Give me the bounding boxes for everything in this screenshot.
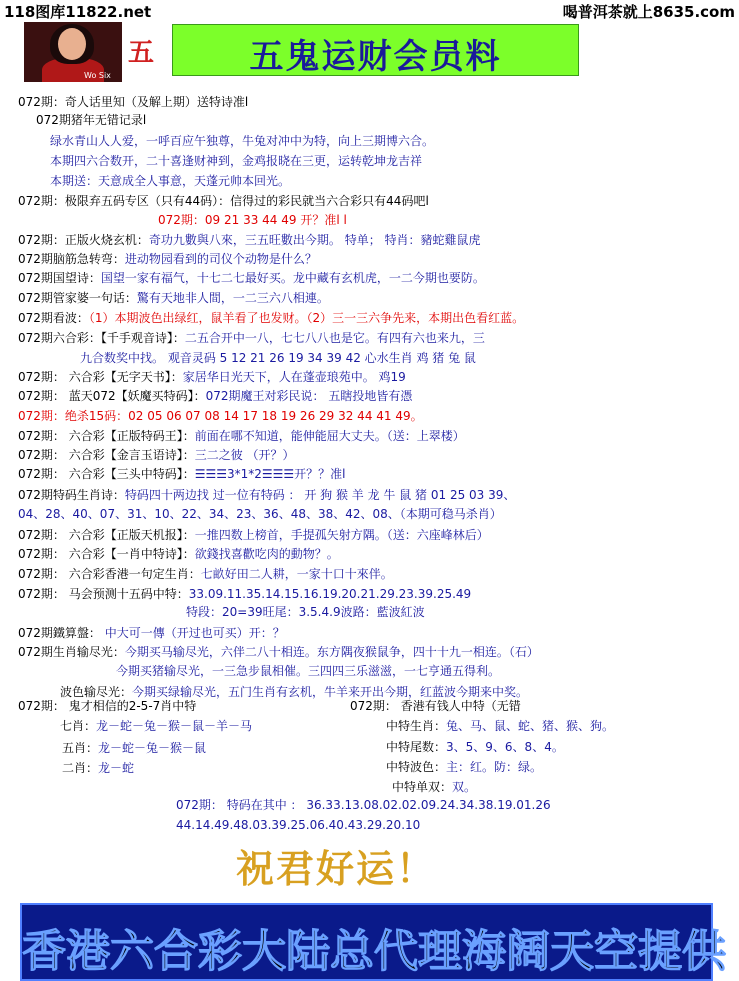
text-segment: 072期： 六合彩【正版天机报】： [18,528,195,542]
text-segment: 072期：奇人话里知（及解上期）送特诗准l [18,95,249,109]
text-segment: 072期脑筋急转弯： [18,252,125,266]
text-segment: 九合数奖中找。 观音灵码 5 12 21 26 19 34 39 42 心水生肖 鸡 猪 兔 鼠 [80,351,476,365]
left-site-name: 118图库11822.net [4,3,152,21]
text-segment: ☰☰☰3*1*2☰☰☰开？？准l [194,467,346,481]
decor-glyph: 五 [128,38,155,68]
row-label: 二肖： [62,761,99,775]
text-segment: 072期：绝杀15码：02 05 06 07 08 14 17 18 19 26 29 32 44 41 49。 [18,409,423,423]
text-line [18,487,515,503]
text-segment: 072期六合彩：【千手观音诗】： [18,331,185,345]
text-line [50,153,422,169]
text-line [158,212,347,228]
text-segment: 波色输尽光： [60,685,133,699]
text-line [18,251,317,267]
special-line-2: 44.14.49.48.03.39.25.06.40.43.29.20.10 [176,818,421,832]
text-segment: （1）本期波色出绿红，鼠羊看了也发财。（2）三一三六争先来，本期出色看红蓝。 [88,311,525,325]
text-segment: 072期： 六合彩香港一句定生肖： [18,567,201,581]
portrait-photo [24,22,122,82]
text-line [18,330,485,346]
row-value: 3、5、9、6、8、4。 [446,740,564,754]
text-segment: 绿水青山人人爱，一呼百应午独尊，牛兔对冲中为特，向上三期博六合。 [50,134,435,148]
text-segment: 特码四十两边找 过一位有特码 ： 开 狗 猴 羊 龙 牛 鼠 猪 01 25 03 39、 [124,488,516,502]
text-segment: 进动物园看到的司仪个动物是什么？ [124,252,317,266]
text-line [116,663,500,679]
text-line [18,270,485,286]
text-segment: 七畝好田二人耕，一家十口十來伴。 [200,567,393,581]
text-segment: 本期送：天意成全人事意，天蓬元帅本回光。 [50,174,291,188]
text-segment: 今期买猪输尽光，一三急步鼠相催。三四四三乐滋滋，一七亨通五得利。 [116,664,501,678]
row-value: 龙－蛇－兔－猴－鼠－羊－马 [96,719,253,733]
text-segment: 国望一家有福气，十七二七最好买。龙中藏有玄机虎，一二今期也要防。 [100,271,485,285]
text-line [18,527,489,543]
text-line [18,290,329,306]
right-site-name: 喝普洱茶就上8635.com [562,3,735,21]
text-line [80,350,476,366]
left-block-row [62,740,206,756]
row-label: 五肖： [62,741,99,755]
text-segment: 奇功九數與八來，三五旺數出今期。 特单； 特肖：豬蛇雞鼠虎 [148,233,481,247]
photo-caption: Wo Six [84,71,111,80]
text-segment: 家居华日光天下，人在蓬壶琅苑中。 鸡19 [182,370,406,384]
row-value: 主：红。防：绿。 [446,760,543,774]
title-banner [172,24,579,76]
text-line [18,193,429,209]
text-line [18,447,295,463]
left-block-row [62,760,134,776]
text-segment: 特段：20=39旺尾：3.5.4.9波路：藍波紅波 [186,605,425,619]
text-segment: 欲錢找喜歡吃肉的動物？。 [194,547,339,561]
row-label: 中特波色： [386,760,447,774]
good-luck-slogan: 祝君好运！ [236,846,437,891]
right-block-title: 072期： 香港有钱人中特（无错 [350,699,521,713]
text-line [18,506,502,522]
right-block-row [386,759,542,775]
text-line [50,133,434,149]
banner-title: 五鬼运财会员料 [249,37,502,77]
text-segment: 072期： 蓝天072【妖魔买特码】： [18,389,206,403]
right-block-row [386,739,564,755]
text-line [18,644,539,660]
text-segment: 072期：正版火烧玄机： [18,233,149,247]
text-segment: 072期： 六合彩【三头中特码】： [18,467,195,481]
text-segment: 072期： 马会预测十五码中特： [18,587,189,601]
text-segment: 二五合开中一八，七七八八也是它。有四有六也来九，三 [184,331,485,345]
text-segment: 072期： 六合彩【无字天书】： [18,370,183,384]
text-segment: 072期： 六合彩【金言玉语诗】： [18,448,195,462]
text-segment: 072期鐵算盤： [18,626,105,640]
row-label: 七肖： [60,719,97,733]
row-value: 龙－蛇－兔－猴－鼠 [98,741,207,755]
text-line [50,173,290,189]
text-segment: 今期买绿输尽光，五门生肖有玄机，牛羊来开出今期，红蓝波今期来中奖。 [132,685,529,699]
text-line [18,625,285,641]
text-line [186,604,425,620]
text-line [18,428,465,444]
left-block-row [60,718,252,734]
text-line [18,94,248,110]
text-segment: 33.09.11.35.14.15.16.19.20.21.29.23.39.25.49 [188,587,472,601]
text-segment: 驚有天地非人間，一二三六八相連。 [136,291,329,305]
right-block-row [386,718,614,734]
text-line [18,310,524,326]
row-label: 中特单双： [392,780,453,794]
text-segment: 072期看波： [18,311,89,325]
text-segment: 今期买马输尽光，六伴二八十相连。东方隅夜猴鼠争，四十十九一相连。（石） [124,645,539,659]
left-block-title: 072期： 鬼才相信的2-5-7肖中特 [18,699,197,713]
text-line [18,232,481,248]
text-segment: 072期： 六合彩【一肖中特诗】： [18,547,195,561]
text-segment: 一推四数上榜首，手提孤矢射方隅。（送：六座峰林后） [194,528,489,542]
text-line [36,112,146,128]
text-line [18,546,339,562]
footer-text: 香港六合彩大陆总代理海阔天空提供 [22,926,726,977]
text-segment: 072期生肖输尽光： [18,645,125,659]
row-label: 中特生肖： [386,719,447,733]
text-line [18,466,346,482]
text-segment: 072期：09 21 33 44 49 开？准l l [158,213,347,227]
text-segment: 072期：极限弃五码专区（只有44码）：信得过的彩民就当六合彩只有44码吧l [18,194,429,208]
text-segment: 072期猪年无错记录l [36,113,147,127]
text-line [18,369,406,385]
text-segment: 072期管家婆一句话： [18,291,137,305]
text-segment: 中大可一傳（开过也可买）开：？ [104,626,285,640]
text-line [18,586,471,602]
special-line-1: 072期： 特码在其中 ： 36.33.13.08.02.02.09.24.34.38.19.01.26 [176,798,551,812]
text-line [18,566,393,582]
text-line [18,388,412,404]
text-segment: 072期魔王对彩民说： 五瞎投地皆有憑 [205,389,413,403]
text-line [18,408,423,424]
row-value: 兔、马、鼠、蛇、猪、猴、狗。 [446,719,615,733]
text-segment: 072期特码生肖诗： [18,488,125,502]
text-segment: 072期国望诗： [18,271,101,285]
text-segment: 前面在哪不知道，能伸能屈大丈夫。（送：上翠楼） [194,429,465,443]
row-value: 龙－蛇 [98,761,135,775]
row-value: 双。 [452,780,477,794]
text-segment: 本期四六合数开，二十喜逢财神到，金鸡报晓在三更，运转乾坤龙吉祥 [50,154,423,168]
text-segment: 072期： 六合彩【正版特码王】： [18,429,195,443]
row-label: 中特尾数： [386,740,447,754]
footer-banner [20,903,726,981]
right-block-row [392,779,476,795]
text-segment: 三二之彼 （开？） [194,448,295,462]
text-segment: 04、28、40、07、31、10、22、34、23、36、48、38、42、08、（本期可稳马杀肖） [18,507,502,521]
